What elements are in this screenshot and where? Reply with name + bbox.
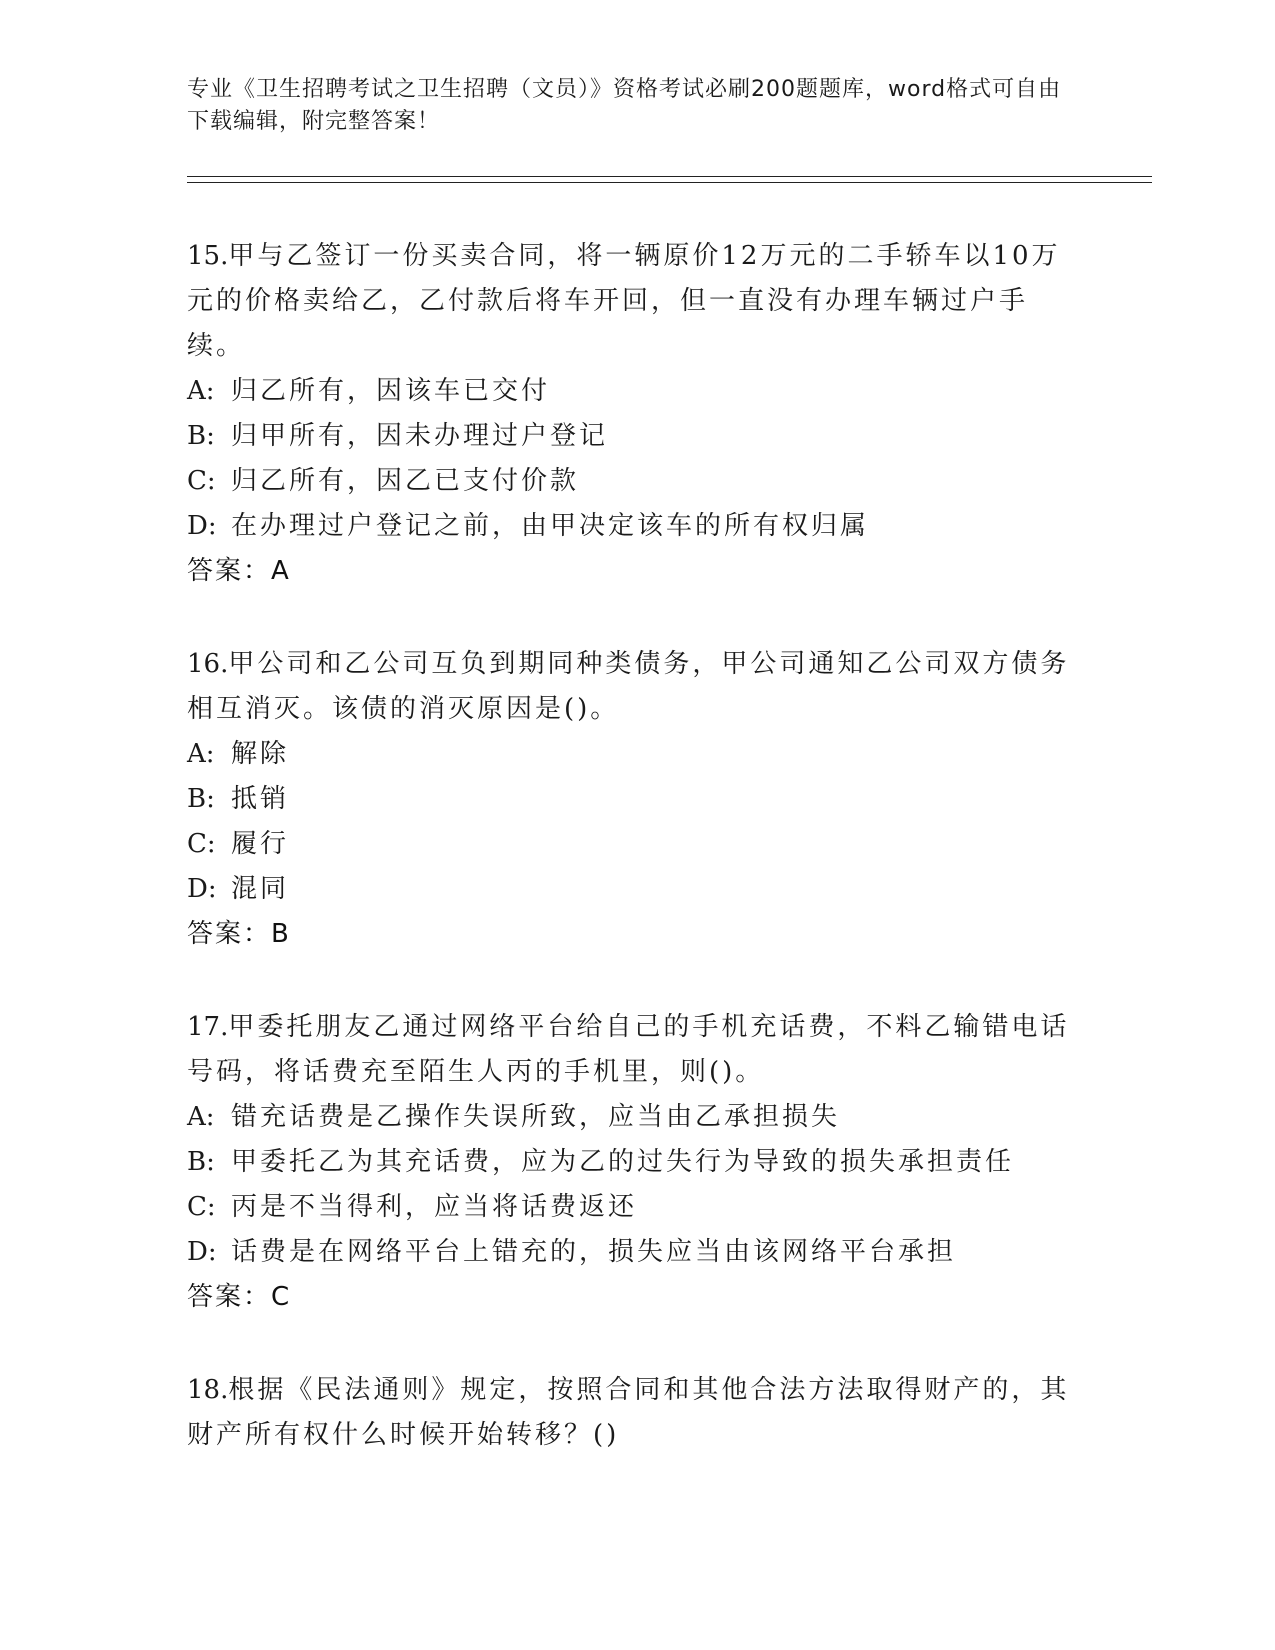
option-text: 混同 [231, 874, 290, 904]
question-stem [187, 642, 1077, 732]
option-letter: C: [187, 829, 216, 859]
question-18 [187, 1368, 1077, 1458]
option-a [187, 369, 1077, 414]
question-stem [187, 1368, 1077, 1458]
answer-line: 答案：A [187, 556, 291, 586]
option-text: 履行 [231, 829, 290, 859]
option-letter: D: [187, 1237, 217, 1267]
option-letter: B: [187, 421, 215, 451]
option-letter: D: [187, 511, 217, 541]
option-letter: A: [187, 1102, 215, 1132]
document-header: 专业《卫生招聘考试之卫生招聘（文员）》资格考试必刷200题题库，word格式可自由下载编辑，附完整答案！ [187, 77, 1062, 134]
option-b [187, 1140, 1077, 1185]
header-divider-bottom [187, 182, 1152, 183]
option-letter: A: [187, 739, 215, 769]
question-text: 甲与乙签订一份买卖合同，将一辆原价12万元的二手轿车以10万元的价格卖给乙，乙付款后将车开回，但一直没有办理车辆过户手续。 [187, 241, 1061, 361]
option-letter: D: [187, 874, 217, 904]
option-d [187, 1230, 1077, 1275]
option-a [187, 732, 1077, 777]
option-text: 话费是在网络平台上错充的，损失应当由该网络平台承担 [231, 1237, 957, 1267]
question-number: 18. [187, 1375, 229, 1405]
option-text: 解除 [231, 739, 290, 769]
option-letter: B: [187, 1147, 215, 1177]
option-text: 甲委托乙为其充话费，应为乙的过失行为导致的损失承担责任 [231, 1147, 1015, 1177]
option-text: 归乙所有，因该车已交付 [231, 376, 551, 406]
option-a [187, 1095, 1077, 1140]
question-17 [187, 1005, 1077, 1320]
question-16 [187, 642, 1077, 957]
answer-line: 答案：B [187, 919, 291, 949]
option-letter: A: [187, 376, 215, 406]
header-divider-top [187, 176, 1152, 177]
question-text: 甲委托朋友乙通过网络平台给自己的手机充话费，不料乙输错电话号码，将话费充至陌生人丙的手机里，则()。 [187, 1012, 1070, 1087]
question-text: 甲公司和乙公司互负到期同种类债务，甲公司通知乙公司双方债务相互消灭。该债的消灭原因是()。 [187, 649, 1070, 724]
question-number: 17. [187, 1012, 229, 1042]
question-number: 15. [187, 241, 229, 271]
option-c [187, 459, 1077, 504]
question-15 [187, 234, 1077, 594]
option-text: 归乙所有，因乙已支付价款 [231, 466, 580, 496]
option-letter: C: [187, 1192, 216, 1222]
option-d [187, 867, 1077, 912]
option-b [187, 414, 1077, 459]
question-text: 根据《民法通则》规定，按照合同和其他合法方法取得财产的，其财产所有权什么时候开始转移？() [187, 1375, 1070, 1450]
option-text: 丙是不当得利，应当将话费返还 [231, 1192, 638, 1222]
option-letter: B: [187, 784, 215, 814]
option-text: 错充话费是乙操作失误所致，应当由乙承担损失 [231, 1102, 841, 1132]
question-stem [187, 234, 1077, 369]
option-d [187, 504, 1077, 549]
option-text: 抵销 [231, 784, 290, 814]
option-letter: C: [187, 466, 216, 496]
option-text: 在办理过户登记之前，由甲决定该车的所有权归属 [231, 511, 870, 541]
option-c [187, 822, 1077, 867]
question-list [187, 234, 1077, 1506]
question-stem [187, 1005, 1077, 1095]
option-b [187, 777, 1077, 822]
question-number: 16. [187, 649, 229, 679]
option-c [187, 1185, 1077, 1230]
answer-line: 答案：C [187, 1282, 292, 1312]
option-text: 归甲所有，因未办理过户登记 [231, 421, 609, 451]
